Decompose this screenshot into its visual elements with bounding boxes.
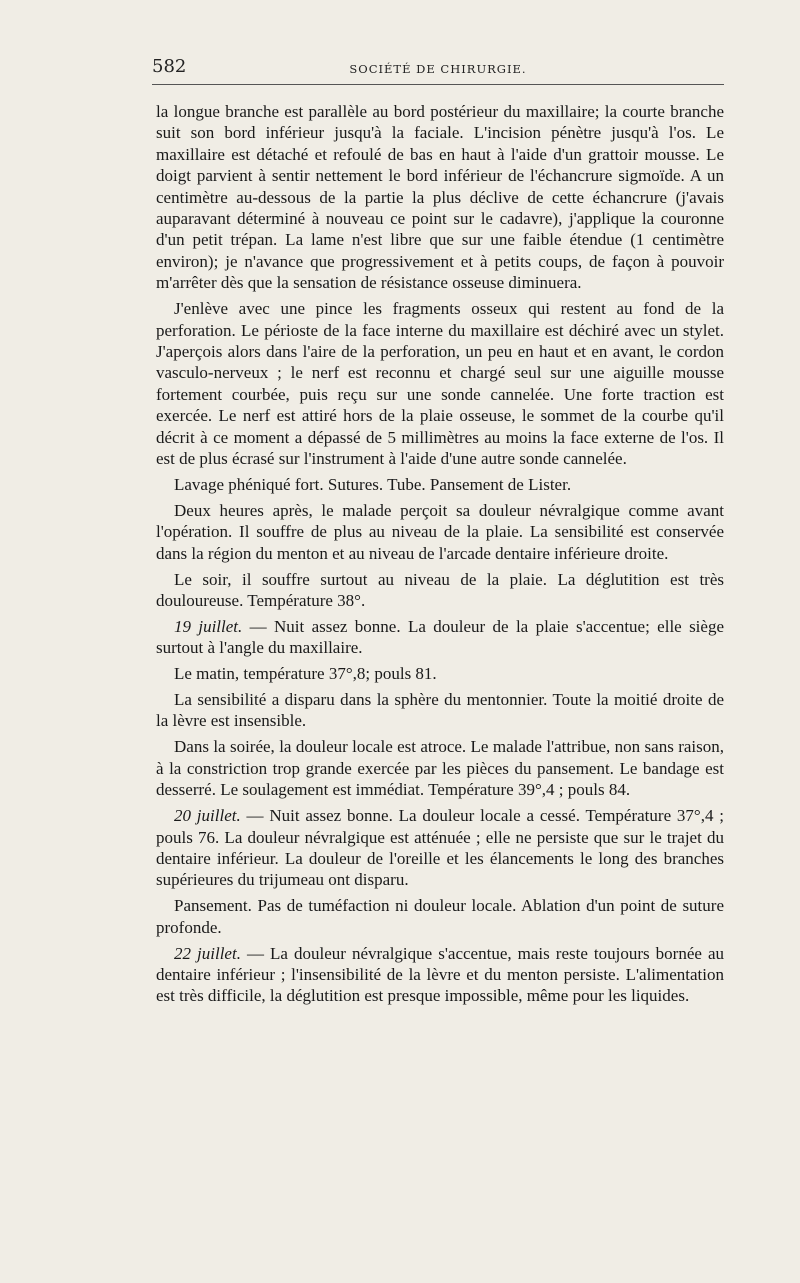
- entry-date: 19 juillet.: [174, 616, 243, 636]
- dated-entry: [156, 943, 724, 1007]
- body-text: [156, 101, 724, 1011]
- paragraph: [156, 736, 724, 800]
- paragraph: [156, 298, 724, 469]
- paragraph-text: J'enlève avec une pince les fragments osseux qui restent au fond de la perforation. Le périoste de la face interne du maxillaire est déchiré avec un stylet. J'aperçois alors dans l'aire de la perforation, un peu en haut et en avant, le cordon vasculo-nerveux ; le nerf est reconnu et chargé seul sur une aiguille mousse fortement courbée, puis reçu sur une sonde cannelée. Une forte traction est exercée. Le nerf est attiré hors de la plaie osseuse, le sommet de la courbe qu'il décrit à ce moment a dépassé de 5 millimètres au moins la face externe de l'os. Il est de plus écrasé sur l'instrument à l'aide d'une autre sonde cannelée.: [156, 299, 724, 468]
- paragraph-text: la longue branche est parallèle au bord postérieur du maxillaire; la courte branche suit son bord inférieur jusqu'à la faciale. L'incision pénètre jusqu'à l'os. Le maxillaire est détaché et refoulé de bas en haut à l'aide d'un grattoir mousse. Le doigt parvient à sentir nettement le bord inférieur de l'échancrure sigmoïde. A un centimètre au-dessous de la partie la plus déclive de cette échancrure (j'avais auparavant déterminé à nouveau ce point sur le cadavre), j'applique la couronne d'un petit trépan. La lame n'est libre que sur une faible étendue (1 centimètre environ); je n'avance que progressivement et à petits coups, de façon à pouvoir m'arrêter dès que la sensation de résistance osseuse diminuera.: [156, 102, 724, 293]
- paragraph-text: Le matin, température 37°,8; pouls 81.: [174, 664, 437, 684]
- paragraph-text: Pansement. Pas de tuméfaction ni douleur locale. Ablation d'un point de suture profonde.: [156, 896, 724, 937]
- running-head: SOCIÉTÉ DE CHIRURGIE.: [349, 62, 527, 76]
- paragraph: [156, 500, 724, 564]
- paragraph: [156, 474, 724, 495]
- paragraph-text: Deux heures après, le malade perçoit sa douleur névralgique comme avant l'opération. Il souffre de plus au niveau de la plaie. La sensibilité est conservée dans la région du menton et au niveau de l'arcade dentaire inférieure droite.: [156, 500, 724, 563]
- paragraph-text: — Nuit assez bonne. La douleur de la plaie s'accentue; elle siège surtout à l'angle du maxillaire.: [156, 616, 724, 658]
- paragraph-text: — La douleur névralgique s'accentue, mais reste toujours bornée au dentaire inférieur ; l'insensibilité de la lèvre et du menton persiste. L'alimentation est très difficile, la déglutition est presque impossible, même pour les liquides.: [156, 943, 725, 1006]
- dated-entry: [156, 805, 724, 891]
- page-header: [152, 50, 724, 85]
- paragraph-text: Dans la soirée, la douleur locale est atroce. Le malade l'attribue, non sans raison, à la constriction trop grande exercée par les pièces du pansement. Le bandage est desserré. Le soulagement est immédiat. Température 39°,4 ; pouls 84.: [156, 737, 724, 800]
- entry-date: 20 juillet.: [174, 806, 241, 826]
- paragraph: [156, 663, 724, 684]
- paragraph-text: Le soir, il souffre surtout au niveau de la plaie. La déglutition est très douloureuse. Température 38°.: [156, 569, 724, 610]
- paragraph: [156, 101, 724, 294]
- paragraph-text: — Nuit assez bonne. La douleur locale a cessé. Température 37°,4 ; pouls 76. La douleur névralgique est atténuée ; elle ne persiste que sur le trajet du dentaire inférieur. La douleur de l'oreille et les élancements le long des branches supérieures du trijumeau ont disparu.: [156, 806, 724, 890]
- paragraph: [156, 569, 724, 612]
- paragraph-text: La sensibilité a disparu dans la sphère du mentonnier. Toute la moitié droite de la lèvre est insensible.: [156, 690, 724, 731]
- entry-date: 22 juillet.: [174, 943, 241, 963]
- paragraph-text: Lavage phéniqué fort. Sutures. Tube. Pansement de Lister.: [174, 474, 572, 494]
- dated-entry: [156, 616, 724, 659]
- paragraph: [156, 895, 724, 938]
- page-number: 582: [152, 56, 187, 77]
- paragraph: [156, 689, 724, 732]
